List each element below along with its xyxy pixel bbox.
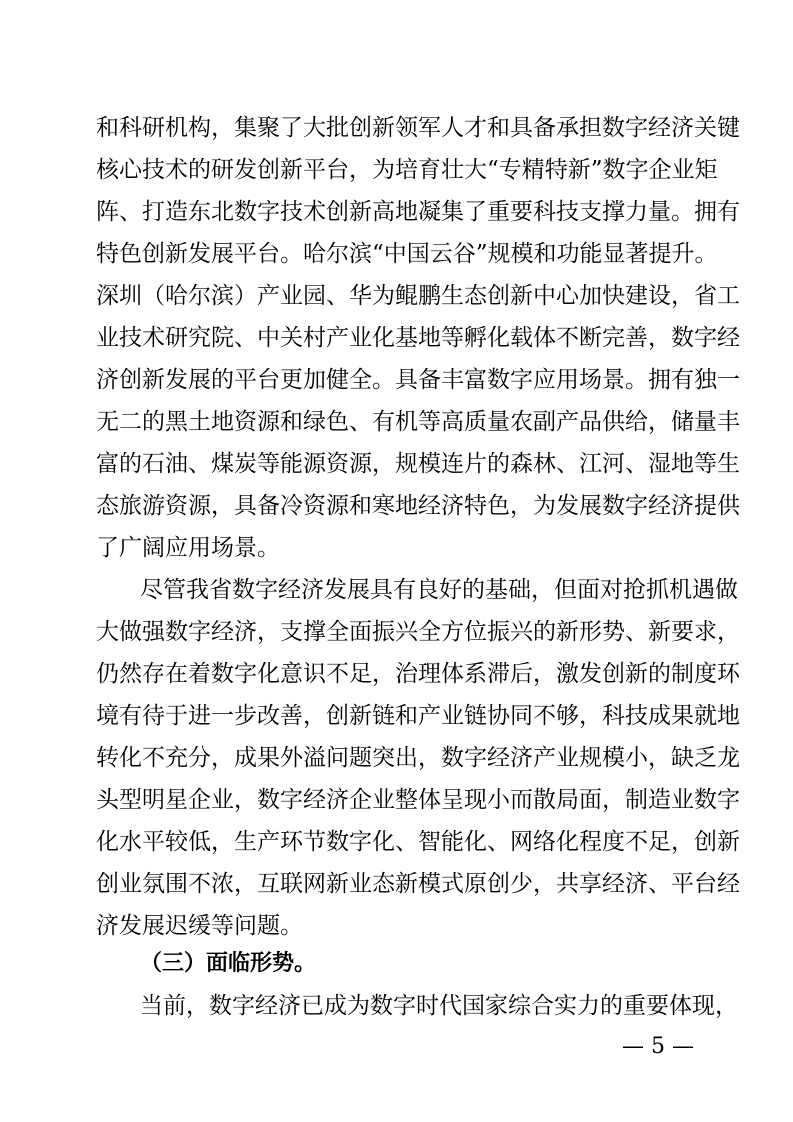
paragraph-3-line-1: 当前，数字经济已成为数字时代国家综合实力的重要体现，	[140, 993, 738, 1019]
paragraph-1-line-11: 了广阔应用场景。	[96, 535, 280, 561]
paragraph-2-line-8: 创业氛围不浓，互联网新业态新模式原创少，共享经济、平台经	[96, 871, 740, 897]
paragraph-1-line-4: 特色创新发展平台。哈尔滨“中国云谷”规模和功能显著提升。	[96, 241, 718, 267]
paragraph-2-line-7: 化水平较低，生产环节数字化、智能化、网络化程度不足，创新	[96, 829, 740, 855]
paragraph-2-line-4: 境有待于进一步改善，创新链和产业链协同不够，科技成果就地	[96, 703, 740, 729]
paragraph-1-line-6: 业技术研究院、中关村产业化基地等孵化载体不断完善，数字经	[96, 325, 740, 351]
section-heading: （三）面临形势。	[140, 951, 317, 976]
paragraph-1-line-7: 济创新发展的平台更加健全。具备丰富数字应用场景。拥有独一	[96, 367, 740, 393]
paragraph-2-line-6: 头型明星企业，数字经济企业整体呈现小而散局面，制造业数字	[96, 787, 740, 813]
paragraph-1-line-2: 核心技术的研发创新平台，为培育壮大“专精特新”数字企业矩	[96, 157, 718, 183]
paragraph-1-line-8: 无二的黑土地资源和绿色、有机等高质量农副产品供给，储量丰	[96, 409, 740, 435]
paragraph-2-line-5: 转化不充分，成果外溢问题突出，数字经济产业规模小，缺乏龙	[96, 745, 740, 771]
paragraph-1-line-1: 和科研机构，集聚了大批创新领军人才和具备承担数字经济关键	[96, 115, 740, 141]
paragraph-2-line-9: 济发展迟缓等问题。	[96, 913, 303, 939]
page-number: — 5 —	[622, 1034, 694, 1059]
paragraph-2-line-2: 大做强数字经济，支撑全面振兴全方位振兴的新形势、新要求，	[96, 619, 740, 645]
paragraph-1-line-5: 深圳（哈尔滨）产业园、华为鲲鹏生态创新中心加快建设，省工	[96, 283, 740, 309]
paragraph-1-line-10: 态旅游资源，具备冷资源和寒地经济特色，为发展数字经济提供	[96, 493, 740, 519]
paragraph-1-line-3: 阵、打造东北数字技术创新高地凝集了重要科技支撑力量。拥有	[96, 199, 740, 225]
paragraph-1-line-9: 富的石油、煤炭等能源资源，规模连片的森林、江河、湿地等生	[96, 451, 740, 477]
paragraph-2-line-3: 仍然存在着数字化意识不足，治理体系滞后，激发创新的制度环	[96, 661, 740, 687]
paragraph-2-line-1: 尽管我省数字经济发展具有良好的基础，但面对抢抓机遇做	[140, 577, 738, 603]
